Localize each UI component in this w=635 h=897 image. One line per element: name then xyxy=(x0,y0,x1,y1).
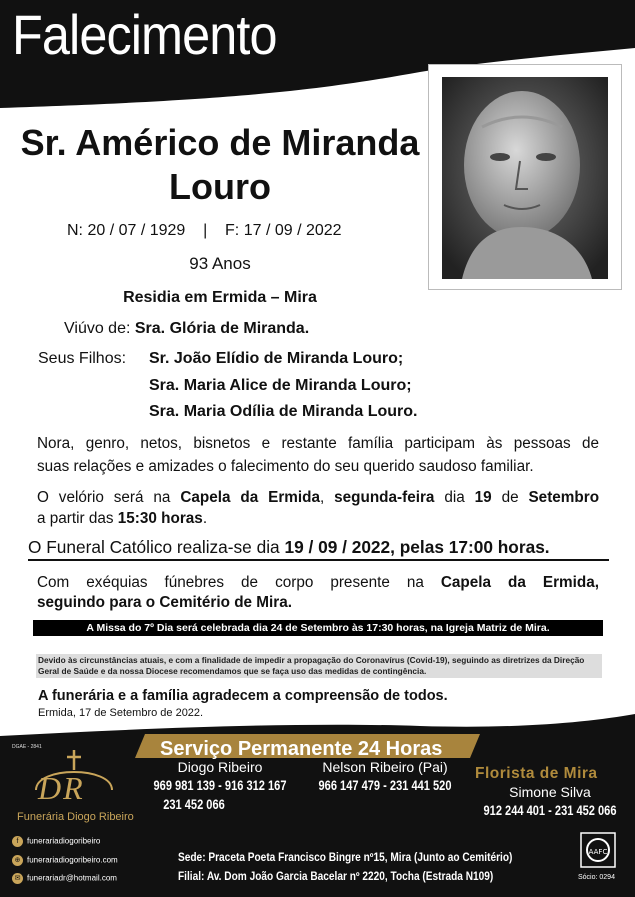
wake-line1 xyxy=(37,486,599,509)
wake-text: , xyxy=(319,489,335,506)
wake-text: de xyxy=(491,489,529,506)
exequies-text: Com exéquias fúnebres de corpo presente na xyxy=(37,574,441,591)
wake-place: Capela da Ermida xyxy=(180,489,320,506)
funeral-notice xyxy=(28,537,550,558)
announcement-line1: Nora, genro, netos, bisnetos e restante família participam às pessoas de xyxy=(37,435,599,452)
thanks-message: A funerária e a família agradecem a compreensão de todos. xyxy=(38,688,448,704)
wake-text: . xyxy=(202,510,208,527)
wake-text: a partir das xyxy=(37,510,118,527)
deceased-name-line2: Louro xyxy=(169,166,271,207)
birth-date: N: 20 / 07 / 1929 xyxy=(67,222,186,239)
service-banner: Serviço Permanente 24 Horas xyxy=(160,738,443,760)
logo-initials: DR xyxy=(38,770,85,806)
wake-text: O velório será na xyxy=(37,489,181,506)
facebook-handle: funerariadiogoribeiro xyxy=(27,836,101,846)
child-name: Sra. Maria Odília de Miranda Louro. xyxy=(149,403,418,420)
exequies-place: Capela da Ermida xyxy=(440,574,595,591)
widower-name: Sra. Glória de Miranda. xyxy=(134,320,310,337)
contact-phone[interactable]: 966 147 479 - 231 441 520 xyxy=(318,778,452,793)
association-logo-text: AAFC xyxy=(588,848,608,856)
funeral-underline xyxy=(28,559,609,561)
children-label: Seus Filhos: xyxy=(38,350,127,367)
website-url: funerariadiogoribeiro.com xyxy=(27,855,118,865)
wake-daynum: 19 xyxy=(474,489,492,506)
exequies-line2: seguindo para o Cemitério de Mira. xyxy=(37,594,292,611)
florist-name: Florista de Mira xyxy=(475,765,598,782)
globe-icon: ⊕ xyxy=(12,855,23,866)
contact-name: Diogo Ribeiro xyxy=(177,759,263,775)
contact-name: Nelson Ribeiro (Pai) xyxy=(322,759,448,775)
child-name: Sr. João Elídio de Miranda Louro; xyxy=(149,350,404,367)
place-date: Ermida, 17 de Setembro de 2022. xyxy=(38,707,204,719)
child-name: Sra. Maria Alice de Miranda Louro; xyxy=(149,377,412,394)
date-separator: | xyxy=(203,222,208,239)
funeral-detail: 19 / 09 / 2022, pelas 17:00 horas. xyxy=(284,537,550,557)
wake-text: dia xyxy=(434,489,475,506)
portrait-photo xyxy=(442,77,608,279)
social-web[interactable] xyxy=(12,855,118,866)
mass-notice: A Missa do 7º Dia será celebrada dia 24 de Setembro às 17:30 horas, na Igreja Matriz de Mira. xyxy=(33,620,603,636)
covid-notice: Devido às circunstâncias atuais, e com a finalidade de impedir a propagação do Coronavírus (Covid-19), seguindo as diretrizes da Direção Geral de Saúde e da nossa Diocese recomendamos que se faça uso das medidas de contingência. xyxy=(36,654,602,678)
license-number: DGAE - 2841 xyxy=(12,744,42,750)
widower-label: Viúvo de: xyxy=(64,320,131,337)
address-filial: Filial: Av. Dom João Garcia Bacelar nº 2220, Tocha (Estrada N109) xyxy=(178,871,494,883)
logo-name: Funerária Diogo Ribeiro xyxy=(17,811,134,823)
wake-time: 15:30 horas xyxy=(117,510,203,527)
deceased-name-line1: Sr. Américo de Miranda xyxy=(20,122,420,163)
facebook-icon: f xyxy=(12,836,23,847)
page-title: Falecimento xyxy=(12,3,277,66)
widower-line xyxy=(64,320,309,338)
address-sede: Sede: Praceta Poeta Francisco Bingre nº15, Mira (Junto ao Cemitério) xyxy=(178,852,513,864)
email-icon: ✉ xyxy=(12,873,23,884)
residence: Residia em Ermida – Mira xyxy=(123,289,317,306)
wake-month: Setembro xyxy=(528,489,600,506)
life-dates xyxy=(67,222,342,240)
announcement-line2: suas relações e amizades o falecimento do seu querido saudoso familiar. xyxy=(37,458,534,475)
social-email[interactable] xyxy=(12,873,117,884)
wake-line2 xyxy=(37,507,599,530)
association-logo xyxy=(580,832,616,868)
contact-name: Simone Silva xyxy=(509,784,591,800)
death-date: F: 17 / 09 / 2022 xyxy=(225,222,342,239)
portrait-frame xyxy=(428,64,622,290)
contact-phone[interactable]: 231 452 066 xyxy=(163,797,225,812)
wake-day: segunda-feira xyxy=(334,489,435,506)
email-address: funerariadr@hotmail.com xyxy=(27,873,117,883)
social-facebook[interactable] xyxy=(12,836,100,847)
funeral-text: O Funeral Católico realiza-se dia xyxy=(28,537,285,557)
age: 93 Anos xyxy=(189,254,251,273)
contact-phone[interactable]: 912 244 401 - 231 452 066 xyxy=(483,803,617,818)
member-number: Sócio: 0294 xyxy=(578,874,615,881)
exequies-text: , xyxy=(594,574,599,591)
contact-phone[interactable]: 969 981 139 - 916 312 167 xyxy=(153,778,287,793)
